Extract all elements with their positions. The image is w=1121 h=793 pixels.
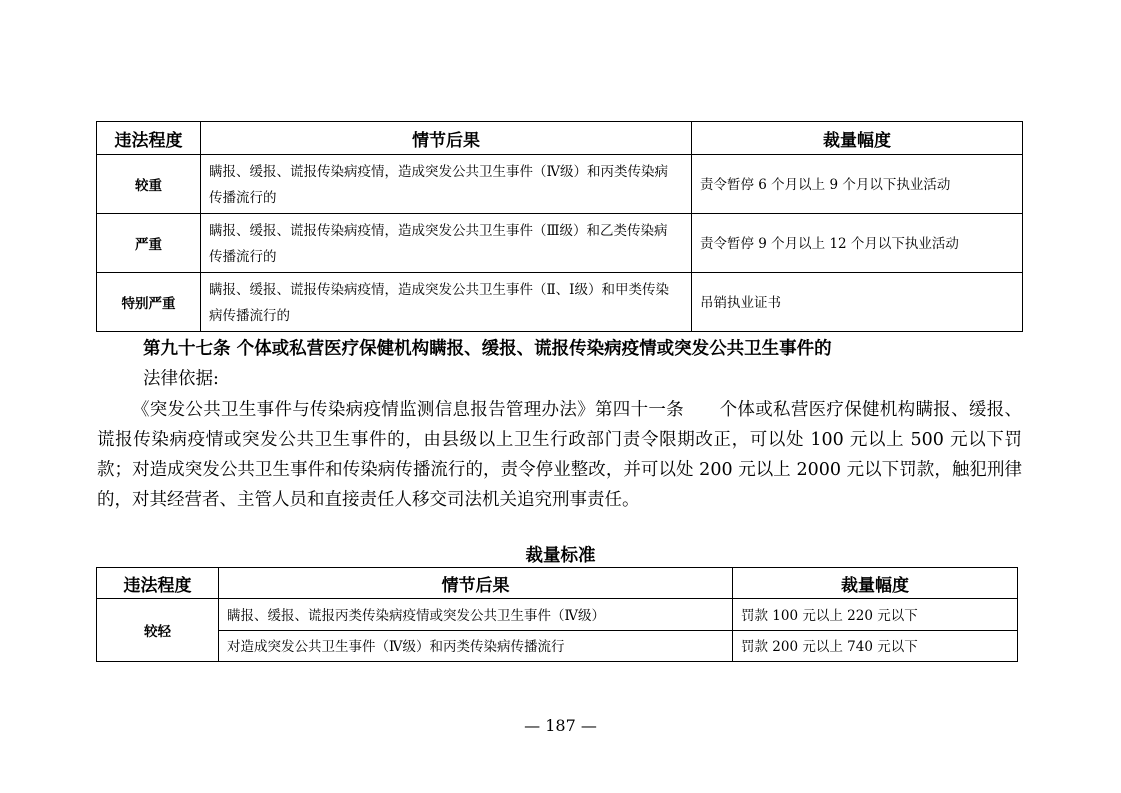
- penalty-table-lower: [96, 567, 1018, 662]
- violation-level: 严重: [97, 214, 201, 273]
- circumstance-text: 瞒报、缓报、谎报传染病疫情，造成突发公共卫生事件（Ⅱ、Ⅰ级）和甲类传染病传播流行的: [201, 273, 692, 332]
- page-number: — 187 —: [524, 716, 597, 735]
- header-circumstance: 情节后果: [219, 568, 733, 599]
- penalty-table-upper: [96, 121, 1023, 332]
- table-row: [97, 273, 1023, 332]
- legal-basis-paragraph: [97, 395, 1022, 515]
- table-row: [97, 599, 1018, 631]
- table-row: [97, 155, 1023, 214]
- legal-basis-label: 法律依据:: [143, 369, 219, 389]
- header-violation-degree: 违法程度: [97, 122, 201, 155]
- circumstance-text: 瞒报、缓报、谎报传染病疫情，造成突发公共卫生事件（Ⅲ级）和乙类传染病传播流行的: [201, 214, 692, 273]
- circumstance-text: 瞒报、缓报、谎报传染病疫情，造成突发公共卫生事件（Ⅳ级）和丙类传染病传播流行的: [201, 155, 692, 214]
- header-penalty-range: 裁量幅度: [692, 122, 1023, 155]
- violation-level: 特别严重: [97, 273, 201, 332]
- penalty-text: 责令暂停 6 个月以上 9 个月以下执业活动: [692, 155, 1023, 214]
- violation-level: 较轻: [97, 599, 219, 662]
- legal-basis-text: 《突发公共卫生事件与传染病疫情监测信息报告管理办法》第四十一条 个体或私营医疗保健机构瞒报、缓报、谎报传染病疫情或突发公共卫生事件的，由县级以上卫生行政部门责令限期改正，可以处 100 元以上 500 元以下罚款；对造成突发公共卫生事件和传染病传播流行的，责令停业整改，并可以处 200 元以上 2000 元以下罚款，触犯刑律的，对其经营者、主管人员和直接责任人移交司法机关追究刑事责任。: [97, 400, 1022, 510]
- standard-title: 裁量标准: [525, 546, 596, 566]
- circumstance-text: 对造成突发公共卫生事件（Ⅳ级）和丙类传染病传播流行: [219, 631, 733, 662]
- header-circumstance: 情节后果: [201, 122, 692, 155]
- table-row: [97, 214, 1023, 273]
- circumstance-text: 瞒报、缓报、谎报丙类传染病疫情或突发公共卫生事件（Ⅳ级）: [219, 599, 733, 631]
- penalty-text: 罚款 200 元以上 740 元以下: [733, 631, 1018, 662]
- header-violation-degree: 违法程度: [97, 568, 219, 599]
- violation-level: 较重: [97, 155, 201, 214]
- article-heading: 第九十七条 个体或私营医疗保健机构瞒报、缓报、谎报传染病疫情或突发公共卫生事件的: [143, 339, 832, 359]
- table-row: [97, 631, 1018, 662]
- penalty-text: 责令暂停 9 个月以上 12 个月以下执业活动: [692, 214, 1023, 273]
- penalty-text: 罚款 100 元以上 220 元以下: [733, 599, 1018, 631]
- table-header-row: [97, 122, 1023, 155]
- header-penalty-range: 裁量幅度: [733, 568, 1018, 599]
- table-header-row: [97, 568, 1018, 599]
- penalty-text: 吊销执业证书: [692, 273, 1023, 332]
